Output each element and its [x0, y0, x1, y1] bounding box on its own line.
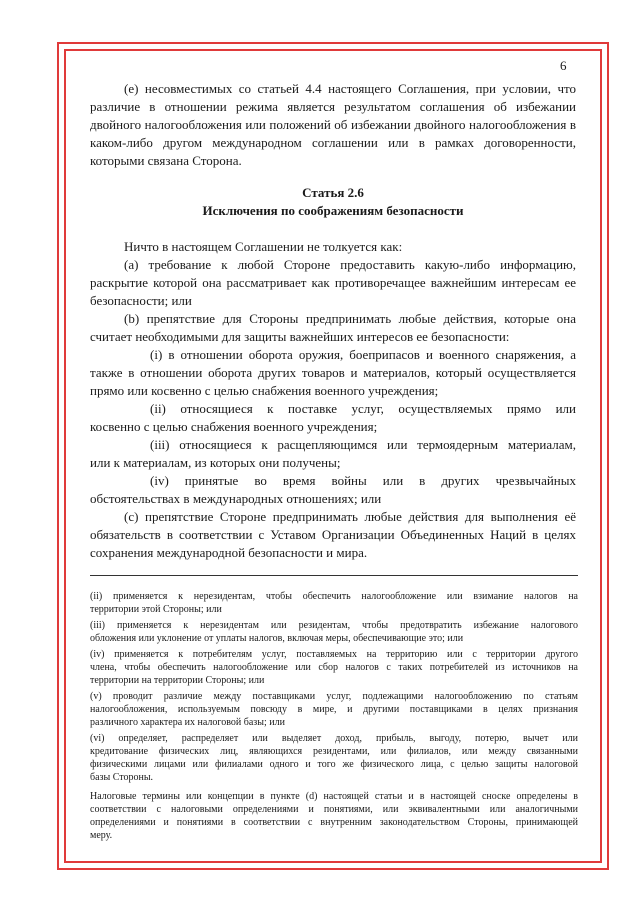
sub-iv-line-2: обстоятельствах в международных отношениях; или	[90, 491, 382, 506]
footnote-iv-line-3: территории на территории Стороны; или	[90, 675, 265, 686]
footnote-ii-line-2: территории этой Стороны; или	[90, 604, 222, 615]
article-title: Статья 2.6	[302, 185, 364, 200]
footnote-iii-line-1: (iii) применяется к нерезидентам или резидентам, чтобы предотвратить избежание налогового	[90, 620, 578, 631]
sub-iii-line-1: (iii) относящиеся к расщепляющимся или термоядерным материалам,	[150, 437, 576, 452]
para-c-line-1: (c) препятствие Стороне предпринимать любые действия для выполнения её	[124, 509, 576, 524]
footnote-iv-line-1: (iv) применяется к потребителям услуг, поставляемых на территорию или с территории другого	[90, 649, 578, 660]
para-b-line-2: считает необходимыми для защиты важнейших интересов ее безопасности:	[90, 329, 510, 344]
footnote-vi-line-1: (vi) определяет, распределяет или выделяет доход, прибыль, выгоду, потерю, вычет или	[90, 733, 578, 744]
footnote-iii-line-2: обложения или уклонение от уплаты налогов, включая меры, обеспечивающие это; или	[90, 633, 464, 644]
para-c-line-2: обязательств в соответствии с Уставом Организации Объединенных Наций в целях	[90, 527, 576, 542]
para-a-line-3: безопасности; или	[90, 293, 192, 308]
para-e-line-2: различие в отношении режима является результатом соглашения об избежании	[90, 99, 576, 114]
sub-i-line-1: (i) в отношении оборота оружия, боеприпасов и военного снаряжения, а	[150, 347, 576, 362]
para-e-line-3: двойного налогообложения или положений об избежании двойного налогообложения в	[90, 117, 576, 132]
sub-ii-line-2: косвенно с целью снабжения военного учреждения;	[90, 419, 378, 434]
article-subtitle: Исключения по соображениям безопасности	[202, 203, 464, 218]
footnote-ii-line-1: (ii) применяется к нерезидентам, чтобы обеспечить налогообложение или взимание налогов на	[90, 591, 578, 602]
sub-ii-line-1: (ii) относящиеся к поставке услуг, осуществляемых прямо или	[150, 401, 576, 416]
para-e-line-4: каком-либо другом международном соглашении или в рамках договоренности,	[90, 135, 576, 150]
footnote-v-line-2: налогообложения, используемым повсюду в мире, и другими поставщиками в целях признания	[90, 704, 578, 715]
para-a-line-1: (a) требование к любой Стороне предоставить какую-либо информацию,	[124, 257, 576, 272]
footnote-final-line-4: меру.	[90, 830, 113, 841]
para-e-line-1: (e) несовместимых со статьей 4.4 настоящего Соглашения, при условии, что	[124, 81, 576, 96]
footnote-final-line-2: соответствии с налоговыми определениями и понятиями, или эквивалентными или аналогичными	[90, 804, 578, 815]
para-c-line-3: сохранения международной безопасности и мира.	[90, 545, 368, 560]
sub-i-line-2: также в отношении оборота других товаров и материалов, который осуществляется	[90, 365, 576, 380]
intro-text: Ничто в настоящем Соглашении не толкуется как:	[124, 239, 403, 254]
sub-i-line-3: прямо или косвенно с целью снабжения военного учреждения;	[90, 383, 439, 398]
footnote-final-line-1: Налоговые термины или концепции в пункте (d) настоящей статьи и в настоящей сноске определены в	[90, 791, 578, 802]
sub-iii-line-2: или к материалам, из которых они получены;	[90, 455, 341, 470]
para-b-line-1: (b) препятствие для Стороны предпринимать любые действия, которые она	[124, 311, 576, 326]
para-e-line-5: которыми связана Сторона.	[90, 153, 242, 168]
page-number: 6	[560, 58, 567, 73]
para-a-line-2: раскрытие которой она рассматривает как противоречащее важнейшим интересам ее	[90, 275, 576, 290]
footnote-v-line-3: различного характера их налоговой базы; или	[90, 717, 285, 728]
footnote-vi-line-2: кредитование физических лиц, являющихся резидентами, или филиалов, или между связанными	[90, 746, 578, 757]
footnote-v-line-1: (v) проводит различие между поставщиками услуг, подлежащими налогообложению по статьям	[90, 691, 578, 702]
footnote-vi-line-4: базы Стороны.	[90, 772, 154, 783]
footnote-final-line-3: определениями и понятиями в соответствии с внутренним законодательством Стороны, принимающей	[90, 817, 578, 828]
footnote-iv-line-2: члена, чтобы обеспечить налогообложение или сбор налогов с таких потребителей из источников на	[90, 662, 578, 673]
footnote-separator	[90, 575, 578, 576]
sub-iv-line-1: (iv) принятые во время войны или в других чрезвычайных	[150, 473, 576, 488]
footnote-vi-line-3: физическими лицами или филиалами одного и того же физического лица, с целью защиты налоговой	[90, 759, 578, 770]
